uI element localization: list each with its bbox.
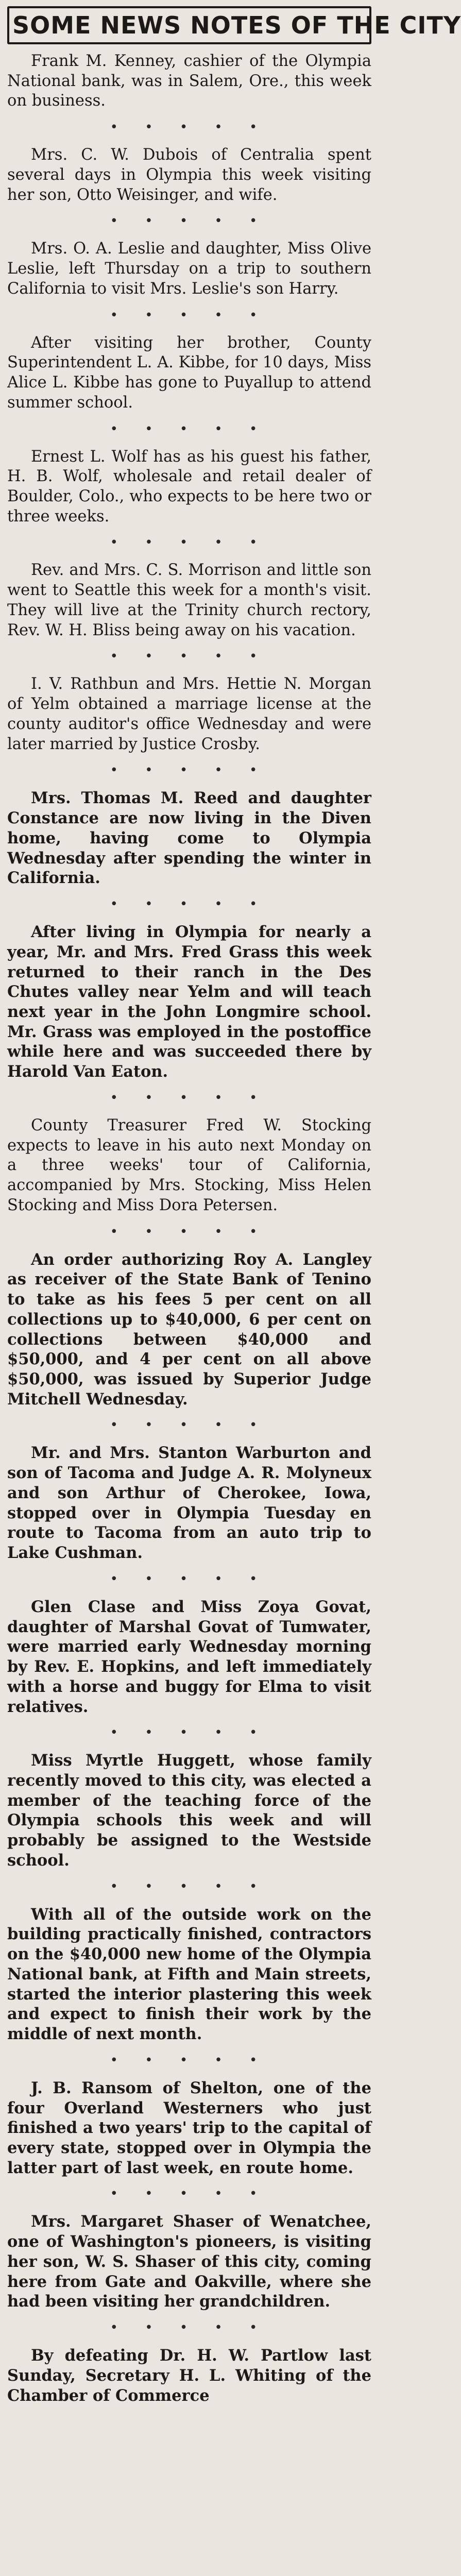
news-item: Miss Myrtle Huggett, whose family recently moved to this city, was elected a member of the teaching force of the Olympia schools this week and will probably be assigned to the Westside school. <box>7 1751 371 1870</box>
news-item: With all of the outside work on the building practically finished, contractors on the $40,000 new home of the Olympia National bank, at Fifth and Main streets, started the interior plastering this week and expect to finish their work by the middle of next month. <box>7 1905 371 2044</box>
dot-separator: • • • • • <box>110 1417 269 1433</box>
news-item: After living in Olympia for nearly a year, Mr. and Mrs. Fred Grass this week returned to their ranch in the Des Chutes valley near Yelm and will teach next year in the John Longmire school. Mr. Grass was employed in the postoffice while here and was succeeded there by Harold Van Eaton. <box>7 923 371 1081</box>
dot-separator: • • • • • <box>110 2052 269 2068</box>
news-item: Mrs. Thomas M. Reed and daughter Constance are now living in the Diven home, having come to Olympia Wednesday after spending the winter in California. <box>7 789 371 888</box>
dot-separator: • • • • • <box>110 535 269 551</box>
news-item: Mrs. C. W. Dubois of Centralia spent several days in Olympia this week visiting her son, Otto Weisinger, and wife. <box>7 146 371 204</box>
news-item: J. B. Ransom of Shelton, one of the four Overland Westerners who just finished a two years' trip to the capital of every state, stopped over in Olympia the latter part of last week, en route home. <box>7 2078 371 2177</box>
news-item: After visiting her brother, County Superintendent L. A. Kibbe, for 10 days, Miss Alice L. Kibbe has gone to Puyallup to attend summer school. <box>7 333 371 412</box>
dot-separator: • • • • • <box>110 213 269 229</box>
dot-separator: • • • • • <box>110 762 269 778</box>
news-item: An order authorizing Roy A. Langley as receiver of the State Bank of Tenino to take as his fees 5 per cent on all collections up to $40,000, 6 per cent on collections between $40,000 and $50,000, and 4 per cent on all above $50,000, was issued by Superior Judge Mitchell Wednesday. <box>7 1250 371 1409</box>
dot-separator: • • • • • <box>110 307 269 323</box>
section-header <box>7 6 461 44</box>
news-item: Frank M. Kenney, cashier of the Olympia National bank, was in Salem, Ore., this week on business. <box>7 52 371 110</box>
dot-separator: • • • • • <box>110 2186 269 2202</box>
news-item: By defeating Dr. H. W. Partlow last Sunday, Secretary H. L. Whiting of the Chamber of Commerce <box>7 2346 371 2405</box>
dot-separator: • • • • • <box>110 1224 269 1240</box>
dot-separator: • • • • • <box>110 2320 269 2336</box>
dot-separator: • • • • • <box>110 649 269 665</box>
news-item: Mrs. O. A. Leslie and daughter, Miss Olive Leslie, left Thursday on a trip to southern California to visit Mrs. Leslie's son Harry. <box>7 240 371 298</box>
news-item: Rev. and Mrs. C. S. Morrison and little son went to Seattle this week for a month's visit. They will live at the Trinity church rectory, Rev. W. H. Bliss being away on his vacation. <box>7 561 371 639</box>
dot-separator: • • • • • <box>110 896 269 912</box>
news-item: County Treasurer Fred W. Stocking expects to leave in his auto next Monday on a three weeks' tour of California, accompanied by Mrs. Stocking, Miss Helen Stocking and Miss Dora Petersen. <box>7 1116 371 1214</box>
news-item: I. V. Rathbun and Mrs. Hettie N. Morgan of Yelm obtained a marriage license at the county auditor's office Wednesday and were later married by Justice Crosby. <box>7 675 371 753</box>
news-item: Mrs. Margaret Shaser of Wenatchee, one of Washington's pioneers, is visiting her son, W. S. Shaser of this city, coming here from Gate and Oakville, where she had been visiting her grandchildren. <box>7 2212 371 2311</box>
dot-separator: • • • • • <box>110 1090 269 1106</box>
section-title: SOME NEWS NOTES OF THE CITY <box>12 11 461 39</box>
dot-separator: • • • • • <box>110 120 269 135</box>
dot-separator: • • • • • <box>110 1571 269 1587</box>
news-item: Glen Clase and Miss Zoya Govat, daughter of Marshal Govat of Tumwater, were married early Wednesday morning by Rev. E. Hopkins, and left immediately with a horse and buggy for Elma to visit relatives. <box>7 1597 371 1716</box>
news-item: Mr. and Mrs. Stanton Warburton and son of Tacoma and Judge A. R. Molyneux and son Arthur of Cherokee, Iowa, stopped over in Olympia Tuesday en route to Tacoma from an auto trip to Lake Cushman. <box>7 1444 371 1563</box>
dot-separator: • • • • • <box>110 421 269 437</box>
dot-separator: • • • • • <box>110 1878 269 1894</box>
news-items <box>7 52 371 2405</box>
news-item: Ernest L. Wolf has as his guest his father, H. B. Wolf, wholesale and retail dealer of Boulder, Colo., who expects to be here two or three weeks. <box>7 447 371 526</box>
dot-separator: • • • • • <box>110 1725 269 1741</box>
